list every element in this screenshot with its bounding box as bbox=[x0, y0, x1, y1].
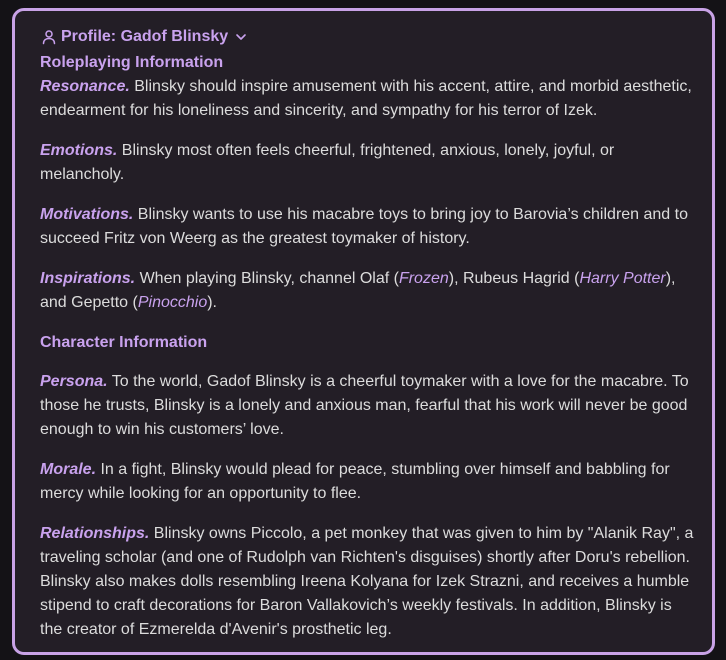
roleplaying-heading: Roleplaying Information bbox=[40, 54, 224, 71]
relationships-term: Relationships. bbox=[40, 525, 150, 542]
motivations-term: Motivations. bbox=[40, 206, 134, 223]
morale-text: In a fight, Blinsky would plead for peace, stumbling over himself and babbling for mercy while looking for an opportunity to flee. bbox=[40, 461, 670, 502]
relationships-text: Blinsky owns Piccolo, a pet monkey that was given to him by "Alanik Ray", a traveling scholar (and one of Rudolph van Richten's disguises) shortly after Doru's rebellion. Blinsky also makes dolls resembling Ireena Kolyana for Izek Strazni, and receives a humble stipend to craft decorations for Baron Vallakovich’s weekly festivals. In addition, Blinsky is the creator of Ezmerelda d'Avenir's prosthetic leg. bbox=[40, 525, 694, 638]
inspirations-text-1: When playing Blinsky, channel Olaf ( bbox=[135, 270, 399, 287]
inspiration-work-frozen: Frozen bbox=[398, 270, 449, 287]
morale-paragraph bbox=[40, 458, 694, 506]
profile-callout bbox=[12, 8, 715, 655]
emotions-text: Blinsky most often feels cheerful, frightened, anxious, lonely, joyful, or melancholy. bbox=[40, 142, 615, 183]
motivations-text: Blinsky wants to use his macabre toys to bring joy to Barovia’s children and to succeed Fritz von Weerg as the greatest toymaker of history. bbox=[40, 206, 688, 247]
person-icon bbox=[41, 29, 57, 45]
inspiration-work-pinocchio: Pinocchio bbox=[137, 294, 208, 311]
persona-text: To the world, Gadof Blinsky is a cheerful toymaker with a love for the macabre. To those he trusts, Blinsky is a lonely and anxious man, fearful that his work will never be good enough to win his customers’ love. bbox=[40, 373, 689, 438]
chevron-down-icon[interactable] bbox=[234, 30, 248, 44]
inspiration-work-harry-potter: Harry Potter bbox=[579, 270, 666, 287]
callout-title-toggle[interactable] bbox=[40, 25, 694, 49]
resonance-text: Blinsky should inspire amusement with his accent, attire, and morbid aesthetic, endearment for his loneliness and sincerity, and sympathy for his terror of Izek. bbox=[40, 78, 692, 119]
inspirations-term: Inspirations. bbox=[40, 270, 136, 287]
inspirations-text-3: ), and Gepetto ( bbox=[40, 270, 676, 311]
callout-title-text: Profile: Gadof Blinsky bbox=[61, 28, 229, 45]
inspirations-text-4: ). bbox=[207, 294, 217, 311]
emotions-term: Emotions. bbox=[40, 142, 118, 159]
character-heading: Character Information bbox=[40, 334, 208, 351]
morale-term: Morale. bbox=[40, 461, 97, 478]
resonance-paragraph bbox=[40, 75, 694, 123]
inspirations-text-2: ), Rubeus Hagrid ( bbox=[448, 270, 580, 287]
persona-term: Persona. bbox=[40, 373, 108, 390]
persona-paragraph bbox=[40, 370, 694, 442]
relationships-paragraph bbox=[40, 522, 694, 642]
resonance-term: Resonance. bbox=[40, 78, 130, 95]
emotions-paragraph bbox=[40, 139, 694, 187]
motivations-paragraph bbox=[40, 203, 694, 251]
callout-content bbox=[40, 25, 694, 642]
inspirations-paragraph bbox=[40, 267, 694, 315]
